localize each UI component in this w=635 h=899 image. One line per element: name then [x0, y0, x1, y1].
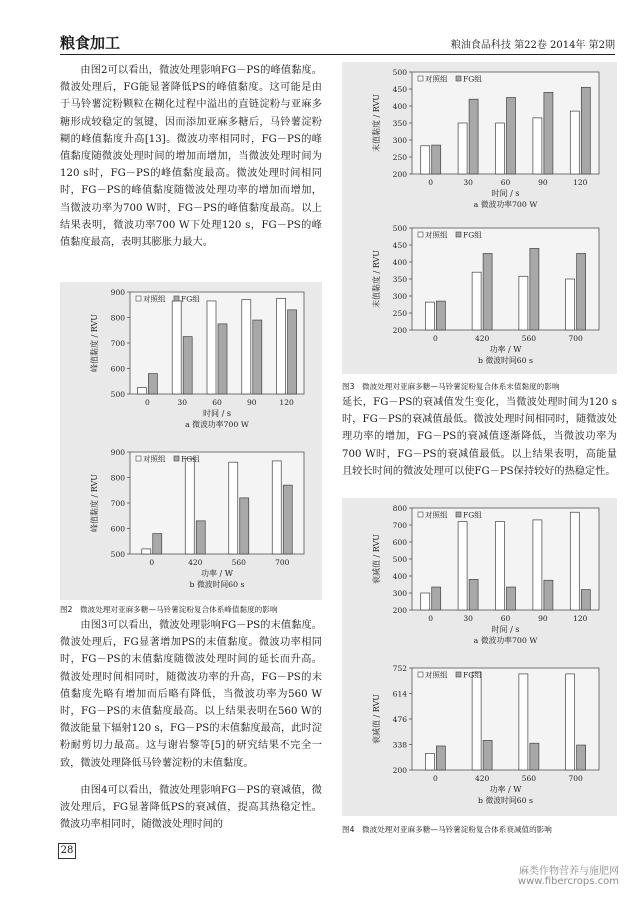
y-tick-label: 338: [392, 740, 407, 750]
bar-control: [142, 549, 151, 554]
x-tick-label: 0: [145, 398, 150, 407]
legend-swatch: [174, 296, 179, 301]
y-tick-label: 700: [392, 521, 407, 530]
legend-label: FG组: [463, 74, 482, 84]
bar-control: [277, 298, 286, 394]
y-tick-label: 450: [392, 85, 407, 94]
y-tick-label: 200: [392, 606, 407, 615]
y-tick-label: 600: [392, 538, 407, 547]
bar-control: [533, 118, 542, 174]
x-tick-label: 60: [500, 614, 511, 623]
legend-label: 对照组: [425, 230, 448, 240]
figure-3-panel: [342, 62, 617, 374]
y-axis-label: 峰值黏度 / RVU: [90, 473, 99, 533]
bar-fg: [544, 92, 553, 174]
x-axis-label: 功率 / W: [200, 569, 234, 578]
x-tick-label: 120: [279, 398, 294, 407]
x-tick-label: 700: [275, 558, 290, 567]
x-axis-label: 功率 / W: [489, 345, 522, 354]
bar-control: [472, 672, 481, 770]
y-tick-label: 500: [392, 555, 407, 564]
figure-2-panel: [60, 282, 322, 600]
bar-fg: [507, 98, 516, 175]
bar-fg: [432, 587, 441, 610]
bar-fg: [530, 743, 539, 770]
chart-subtitle: a 微波功率700 W: [185, 420, 249, 429]
bar-control: [519, 674, 528, 770]
bar-fg: [469, 579, 478, 610]
bar-control: [458, 123, 467, 174]
bar-fg: [148, 374, 157, 394]
chart-subtitle: b 微波时间60 s: [189, 580, 245, 589]
legend-swatch: [418, 512, 423, 517]
bar-control: [472, 272, 481, 330]
y-tick-label: 400: [392, 258, 407, 267]
chart-fig4a: [342, 498, 617, 656]
chart-fig3b: [342, 218, 617, 374]
y-tick-label: 300: [392, 292, 407, 301]
bar-control: [496, 123, 505, 174]
figure-3-caption: 图3 微波处理对亚麻多糖—马铃薯淀粉复合体系末值黏度的影响: [342, 382, 560, 391]
x-tick-label: 90: [538, 614, 548, 623]
y-tick-label: 700: [110, 339, 125, 348]
y-tick-label: 400: [392, 572, 407, 581]
legend-swatch: [456, 76, 461, 81]
y-tick-label: 500: [392, 68, 407, 77]
bar-control: [229, 462, 238, 554]
bar-fg: [581, 590, 590, 610]
y-tick-label: 700: [110, 499, 125, 508]
bar-fg: [544, 580, 553, 610]
legend-label: FG组: [181, 294, 200, 304]
bar-fg: [283, 485, 292, 554]
x-tick-label: 420: [474, 334, 490, 343]
bar-control: [566, 279, 575, 330]
x-tick-label: 120: [573, 614, 588, 623]
bar-control: [421, 593, 430, 610]
bar-control: [137, 388, 146, 394]
bar-control: [458, 522, 467, 610]
x-tick-label: 120: [573, 178, 588, 187]
issue-info: 粮油食品科技 第22卷 2014年 第2期: [450, 40, 615, 51]
x-tick-label: 700: [568, 774, 583, 783]
x-tick-label: 0: [432, 334, 438, 343]
legend-swatch: [456, 232, 461, 237]
legend-swatch: [418, 672, 423, 677]
legend-label: FG组: [463, 230, 482, 240]
legend-swatch: [456, 512, 461, 517]
page-header: [60, 30, 615, 55]
y-tick-label: 752: [392, 664, 407, 673]
legend-swatch: [418, 76, 423, 81]
bar-fg: [577, 745, 586, 770]
y-axis-label: 衰减值 / RVU: [372, 533, 381, 585]
chart-fig4b: [342, 658, 617, 816]
x-axis-label: 时间 / s: [491, 189, 520, 198]
y-tick-label: 200: [392, 326, 407, 335]
bar-fg: [196, 521, 205, 554]
y-tick-label: 800: [110, 473, 125, 483]
x-tick-label: 90: [247, 398, 257, 407]
y-tick-label: 500: [110, 550, 125, 559]
bar-fg: [432, 145, 441, 174]
bar-control: [496, 522, 505, 610]
bar-fg: [483, 740, 492, 770]
bar-control: [272, 461, 281, 554]
x-axis-label: 功率 / W: [489, 785, 522, 794]
y-tick-label: 800: [110, 313, 125, 323]
chart-subtitle: b 微波时间60 s: [477, 796, 534, 805]
legend-label: 对照组: [425, 670, 448, 680]
legend-swatch: [418, 232, 423, 237]
x-tick-label: 30: [177, 398, 187, 407]
y-tick-label: 900: [110, 448, 125, 457]
legend-label: 对照组: [143, 294, 166, 304]
figure-2-caption: 图2 微波处理对亚麻多糖—马铃薯淀粉复合体系峰值黏度的影响: [60, 605, 278, 614]
x-tick-label: 420: [474, 774, 490, 783]
legend-label: 对照组: [425, 510, 448, 520]
chart-subtitle: b 微波时间60 s: [477, 356, 534, 365]
bar-control: [172, 301, 181, 394]
paragraph-fig4: 由图4可以看出，微波处理影响FG－PS的衰减值，微波处理后，FG显著降低PS的衰减值，提高其热稳定性。微波功率相同时，随微波处理时间的: [60, 785, 322, 831]
y-tick-label: 800: [392, 504, 407, 513]
x-tick-label: 560: [521, 774, 537, 783]
legend-swatch: [136, 456, 141, 461]
y-tick-label: 900: [110, 288, 125, 297]
x-tick-label: 90: [538, 178, 548, 187]
y-tick-label: 350: [392, 275, 407, 284]
y-tick-label: 350: [392, 119, 407, 128]
bar-control: [242, 300, 251, 394]
chart-fig3a: [342, 62, 617, 218]
watermark-line-1: 麻类作物营养与施肥网: [519, 866, 619, 877]
bar-control: [425, 753, 434, 770]
page-number: 28: [58, 843, 76, 859]
bar-fg: [436, 301, 445, 330]
paragraph-fig2: 由图2可以看出，微波处理影响FG－PS的峰值黏度。微波处理后，FG能显著降低PS的峰值黏度。这可能是由于马铃薯淀粉颗粒在糊化过程中溢出的直链淀粉与亚麻多糖形成较稳定的氢键，因而添加亚麻多糖后，马铃薯淀粉糊的峰值黏度升高[13]。微波功率相同时，FG－PS的峰值黏度随微波处理时间的增加而增加，当微波处理时间为120 s时，FG－PS的峰值黏度最高。微波处理时间相同时，FG－PS的峰值黏度随微波处理功率的增加而增加，当微波功率为700 W时，FG－PS的峰值黏度最高。以上结果表明，微波功率700 W下处理120 s，FG－PS的峰值黏度最高，表明其膨胀力最大。: [60, 65, 322, 249]
x-axis-label: 时间 / s: [491, 625, 520, 634]
x-tick-label: 0: [432, 774, 438, 783]
bar-control: [207, 301, 216, 394]
bar-fg: [469, 99, 478, 174]
legend-swatch: [136, 296, 141, 301]
journal-section-title: 粮食加工: [60, 34, 121, 52]
legend-label: FG组: [463, 510, 482, 520]
bar-control: [519, 276, 528, 330]
legend-swatch: [174, 456, 179, 461]
bar-control: [185, 458, 194, 554]
x-tick-label: 0: [428, 614, 434, 623]
y-axis-label: 衰减值 / RVU: [372, 693, 381, 745]
x-tick-label: 60: [212, 398, 222, 407]
bar-control: [425, 302, 434, 330]
legend-label: 对照组: [425, 74, 448, 84]
y-tick-label: 600: [110, 364, 125, 374]
legend-label: FG组: [463, 670, 482, 680]
bar-fg: [436, 746, 445, 770]
y-tick-label: 614: [392, 689, 407, 699]
legend-label: FG组: [181, 454, 200, 464]
bar-fg: [183, 337, 192, 394]
paragraph-fig3: 由图3可以看出，微波处理影响FG－PS的末值黏度。微波处理后，FG显著增加PS的末值黏度。微波功率相同时，FG－PS的末值黏度随微波处理时间的延长而升高。微波处理时间相同时，随微波功率的升高，FG－PS的末值黏度先略有增加而后略有降低，当微波功率为560 W时，FG－PS的末值黏度最高。以上结果表明在560 W的微波能量下辐射120 s，FG－PS的末值黏度最高，此时淀粉耐剪切力最高。这与谢岩黎等[5]的研究结果不完全一致，微波处理降低马铃薯淀粉的末值黏度。: [60, 620, 322, 769]
bar-fg: [581, 87, 590, 174]
y-tick-label: 300: [392, 136, 407, 145]
y-tick-label: 200: [392, 170, 407, 179]
bar-control: [533, 520, 542, 610]
x-tick-label: 0: [428, 178, 434, 187]
paragraph-fig4-cont: 延长，FG－PS的衰减值发生变化，当微波处理时间为120 s时，FG－PS的衰减值最低。微波处理时间相同时，随微波处理功率的增加，FG－PS的衰减值逐渐降低，当微波功率为700 W时，FG－PS的衰减值最低。以上结果表明，高能量且较长时间的微波处理可以使FG－PS保持较好的热稳定性。: [342, 397, 617, 477]
y-tick-label: 200: [392, 766, 407, 775]
x-tick-label: 560: [231, 558, 246, 567]
chart-fig2b: [60, 442, 322, 600]
x-tick-label: 420: [188, 558, 203, 567]
x-tick-label: 560: [521, 334, 537, 343]
bar-fg: [483, 254, 492, 331]
legend-label: 对照组: [143, 454, 166, 464]
bar-control: [421, 146, 430, 174]
y-axis-label: 峰值黏度 / RVU: [90, 313, 99, 373]
bar-fg: [153, 534, 162, 554]
bar-control: [570, 111, 579, 174]
bar-control: [566, 674, 575, 770]
bar-fg: [240, 498, 249, 554]
y-tick-label: 300: [392, 589, 407, 598]
y-axis-label: 末值黏度 / RVU: [372, 93, 381, 153]
x-tick-label: 0: [149, 558, 155, 567]
y-tick-label: 450: [392, 241, 407, 250]
figure-4-caption: 图4 微波处理对亚麻多糖—马铃薯淀粉复合体系衰减值的影响: [342, 825, 552, 834]
bar-fg: [218, 324, 227, 394]
y-tick-label: 250: [392, 309, 407, 318]
y-axis-label: 末值黏度 / RVU: [372, 249, 381, 309]
legend-swatch: [456, 672, 461, 677]
chart-subtitle: a 微波功率700 W: [473, 636, 538, 645]
x-tick-label: 30: [463, 614, 473, 623]
watermark-line-2: www.fibercrops.com: [517, 876, 619, 887]
x-tick-label: 60: [500, 178, 511, 187]
bar-fg: [507, 587, 516, 610]
bar-fg: [530, 248, 539, 330]
bar-fg: [577, 254, 586, 331]
chart-subtitle: a 微波功率700 W: [473, 200, 538, 209]
chart-fig2a: [60, 282, 322, 440]
x-tick-label: 30: [463, 178, 473, 187]
bar-fg: [288, 310, 297, 394]
y-tick-label: 400: [392, 102, 407, 111]
y-tick-label: 600: [110, 524, 125, 534]
x-tick-label: 700: [568, 334, 583, 343]
bar-fg: [253, 320, 262, 394]
y-tick-label: 500: [110, 390, 125, 399]
bar-control: [570, 512, 579, 610]
y-tick-label: 250: [392, 153, 407, 162]
y-tick-label: 500: [392, 224, 407, 233]
y-tick-label: 476: [392, 715, 407, 724]
x-axis-label: 时间 / s: [203, 409, 231, 418]
figure-4-panel: [342, 498, 617, 816]
